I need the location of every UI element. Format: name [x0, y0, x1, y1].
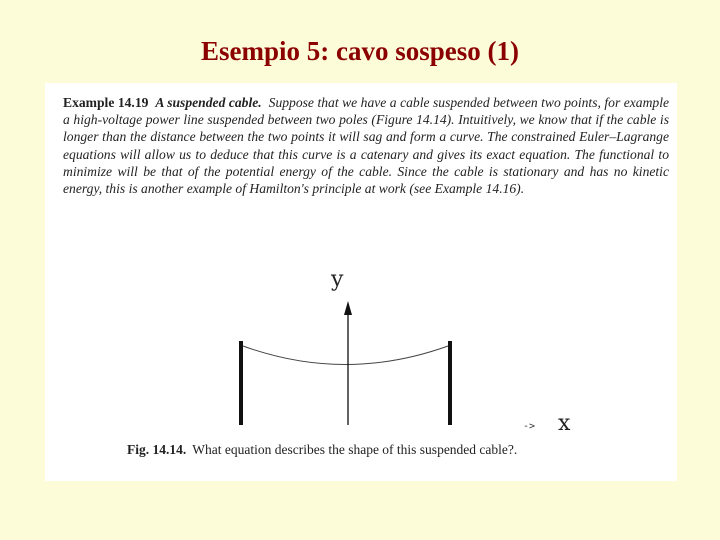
cable-curve — [243, 346, 448, 365]
x-arrow-glyph: -> — [523, 421, 536, 432]
caption-text: What equation describes the shape of this suspended cable?. — [192, 442, 518, 457]
example-label: Example 14.19 — [63, 95, 149, 110]
figure-caption — [127, 442, 517, 458]
textbook-excerpt — [45, 83, 677, 481]
slide-title: Esempio 5: cavo sospeso (1) — [201, 36, 519, 66]
x-axis-label: x — [558, 411, 571, 436]
suspended-cable-figure — [45, 83, 677, 481]
example-heading: A suspended cable. — [155, 95, 262, 110]
y-axis-label: y — [331, 267, 344, 292]
y-axis-arrowhead — [344, 301, 352, 315]
example-text: Suppose that we have a cable suspended between two points, for example a high-voltage power line suspended between two poles (Figure 14.14). Intuitively, we know that if the cable is longer than the distance between the two points it will sag and form a curve. The constrained Euler–Lagrange equations will allow us to deduce that this curve is a catenary and gives its exact equation. The functional to minimize will be that of the potential energy of the cable. Since the cable is stationary and has no kinetic energy, this is another example of Hamilton's principle at work (see Example 14.16). — [63, 95, 670, 197]
caption-label: Fig. 14.14. — [127, 442, 187, 457]
